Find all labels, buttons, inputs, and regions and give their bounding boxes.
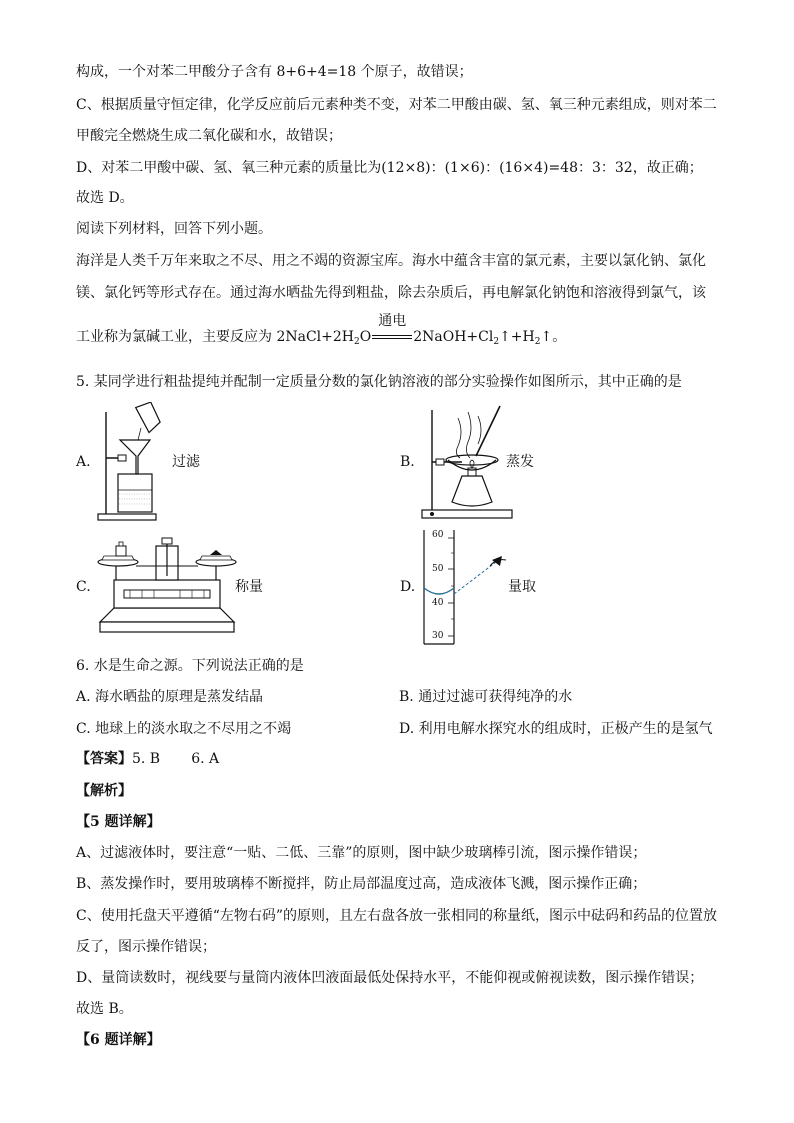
evaporation-apparatus-figure bbox=[418, 402, 514, 522]
reaction-equation: 工业称为氯碱工业，主要反应为 $2NaCl+2H_2O$ 通电 $2NaOH+Cl_2↑+H_2↑$。 bbox=[76, 313, 567, 347]
option-6c: C. 地球上的淡水取之不尽用之不竭 bbox=[76, 721, 292, 737]
text-line: 故选 B。 bbox=[76, 1001, 133, 1017]
filtration-apparatus-figure bbox=[92, 402, 172, 522]
option-6b: B. 通过过滤可获得纯净的水 bbox=[399, 689, 573, 705]
option-d-letter: D. bbox=[400, 579, 416, 595]
answer-line: 【答案】5. B 6. A bbox=[76, 751, 220, 767]
cylinder-tick-label: 50 bbox=[432, 564, 444, 574]
text-line: C、使用托盘天平遵循“左物右码”的原则，且左右盘各放一张相同的称量纸，图示中砝码和药品的位置放 bbox=[76, 908, 718, 924]
option-a-letter: A. bbox=[76, 454, 91, 470]
option-d-label: 量取 bbox=[508, 579, 536, 595]
option-c-label: 称量 bbox=[235, 579, 263, 595]
text-line: 阅读下列材料，回答下列小题。 bbox=[76, 221, 272, 237]
cylinder-tick-label: 60 bbox=[432, 530, 444, 540]
text-line: 甲酸完全燃烧生成二氧化碳和水，故错误； bbox=[76, 128, 342, 144]
question-6: 6. 水是生命之源。下列说法正确的是 bbox=[76, 658, 304, 674]
text-line: 反了，图示操作错误； bbox=[76, 939, 216, 955]
cylinder-tick-label: 40 bbox=[432, 598, 444, 608]
q6-detail-heading: 【6 题详解】 bbox=[76, 1032, 161, 1048]
text-line: D、量筒读数时，视线要与量筒内液体凹液面最低处保持水平，不能仰视或俯视读数，图示操作错误； bbox=[76, 970, 704, 986]
question-5: 5. 某同学进行粗盐提纯并配制一定质量分数的氯化钠溶液的部分实验操作如图所示，其中正确的是 bbox=[76, 374, 682, 390]
balance-scale-figure bbox=[96, 536, 238, 636]
option-a-label: 过滤 bbox=[172, 454, 200, 470]
analysis-heading: 【解析】 bbox=[76, 783, 132, 799]
text-line: D、对苯二甲酸中碳、氢、氧三种元素的质量比为(12×8)：(1×6)：(16×4)=48：3：32，故正确； bbox=[76, 160, 703, 176]
text-line: C、根据质量守恒定律，化学反应前后元素种类不变，对苯二甲酸由碳、氢、氧三种元素组成，则对苯二 bbox=[76, 97, 717, 113]
text-line: 故选 D。 bbox=[76, 190, 134, 206]
condition-bar bbox=[372, 338, 412, 339]
text-line: 构成，一个对苯二甲酸分子含有 8+6+4=18 个原子，故错误； bbox=[76, 64, 473, 80]
option-b-label: 蒸发 bbox=[506, 454, 534, 470]
cylinder-tick-label: 30 bbox=[432, 631, 444, 641]
reaction-condition: 通电 bbox=[371, 327, 413, 341]
q5-detail-heading: 【5 题详解】 bbox=[76, 814, 161, 830]
option-b-letter: B. bbox=[400, 454, 415, 470]
text-line: 海洋是人类千万年来取之不尽、用之不竭的资源宝库。海水中蕴含丰富的氯元素，主要以氯化钠、氯化 bbox=[76, 253, 706, 269]
option-6d: D. 利用电解水探究水的组成时，正极产生的是氢气 bbox=[399, 721, 713, 737]
option-c-letter: C. bbox=[76, 579, 91, 595]
condition-bar bbox=[372, 335, 412, 336]
text-line: 镁、氯化钙等形式存在。通过海水晒盐先得到粗盐，除去杂质后，再电解氯化钠饱和溶液得到氯气，该 bbox=[76, 285, 706, 301]
text-line: A、过滤液体时，要注意“一贴、二低、三靠”的原则，图中缺少玻璃棒引流，图示操作错误； bbox=[76, 845, 647, 861]
option-6a: A. 海水晒盐的原理是蒸发结晶 bbox=[76, 689, 264, 705]
measuring-cylinder-figure bbox=[420, 528, 516, 646]
text-line: B、蒸发操作时，要用玻璃棒不断搅拌，防止局部温度过高，造成液体飞溅，图示操作正确； bbox=[76, 876, 647, 892]
